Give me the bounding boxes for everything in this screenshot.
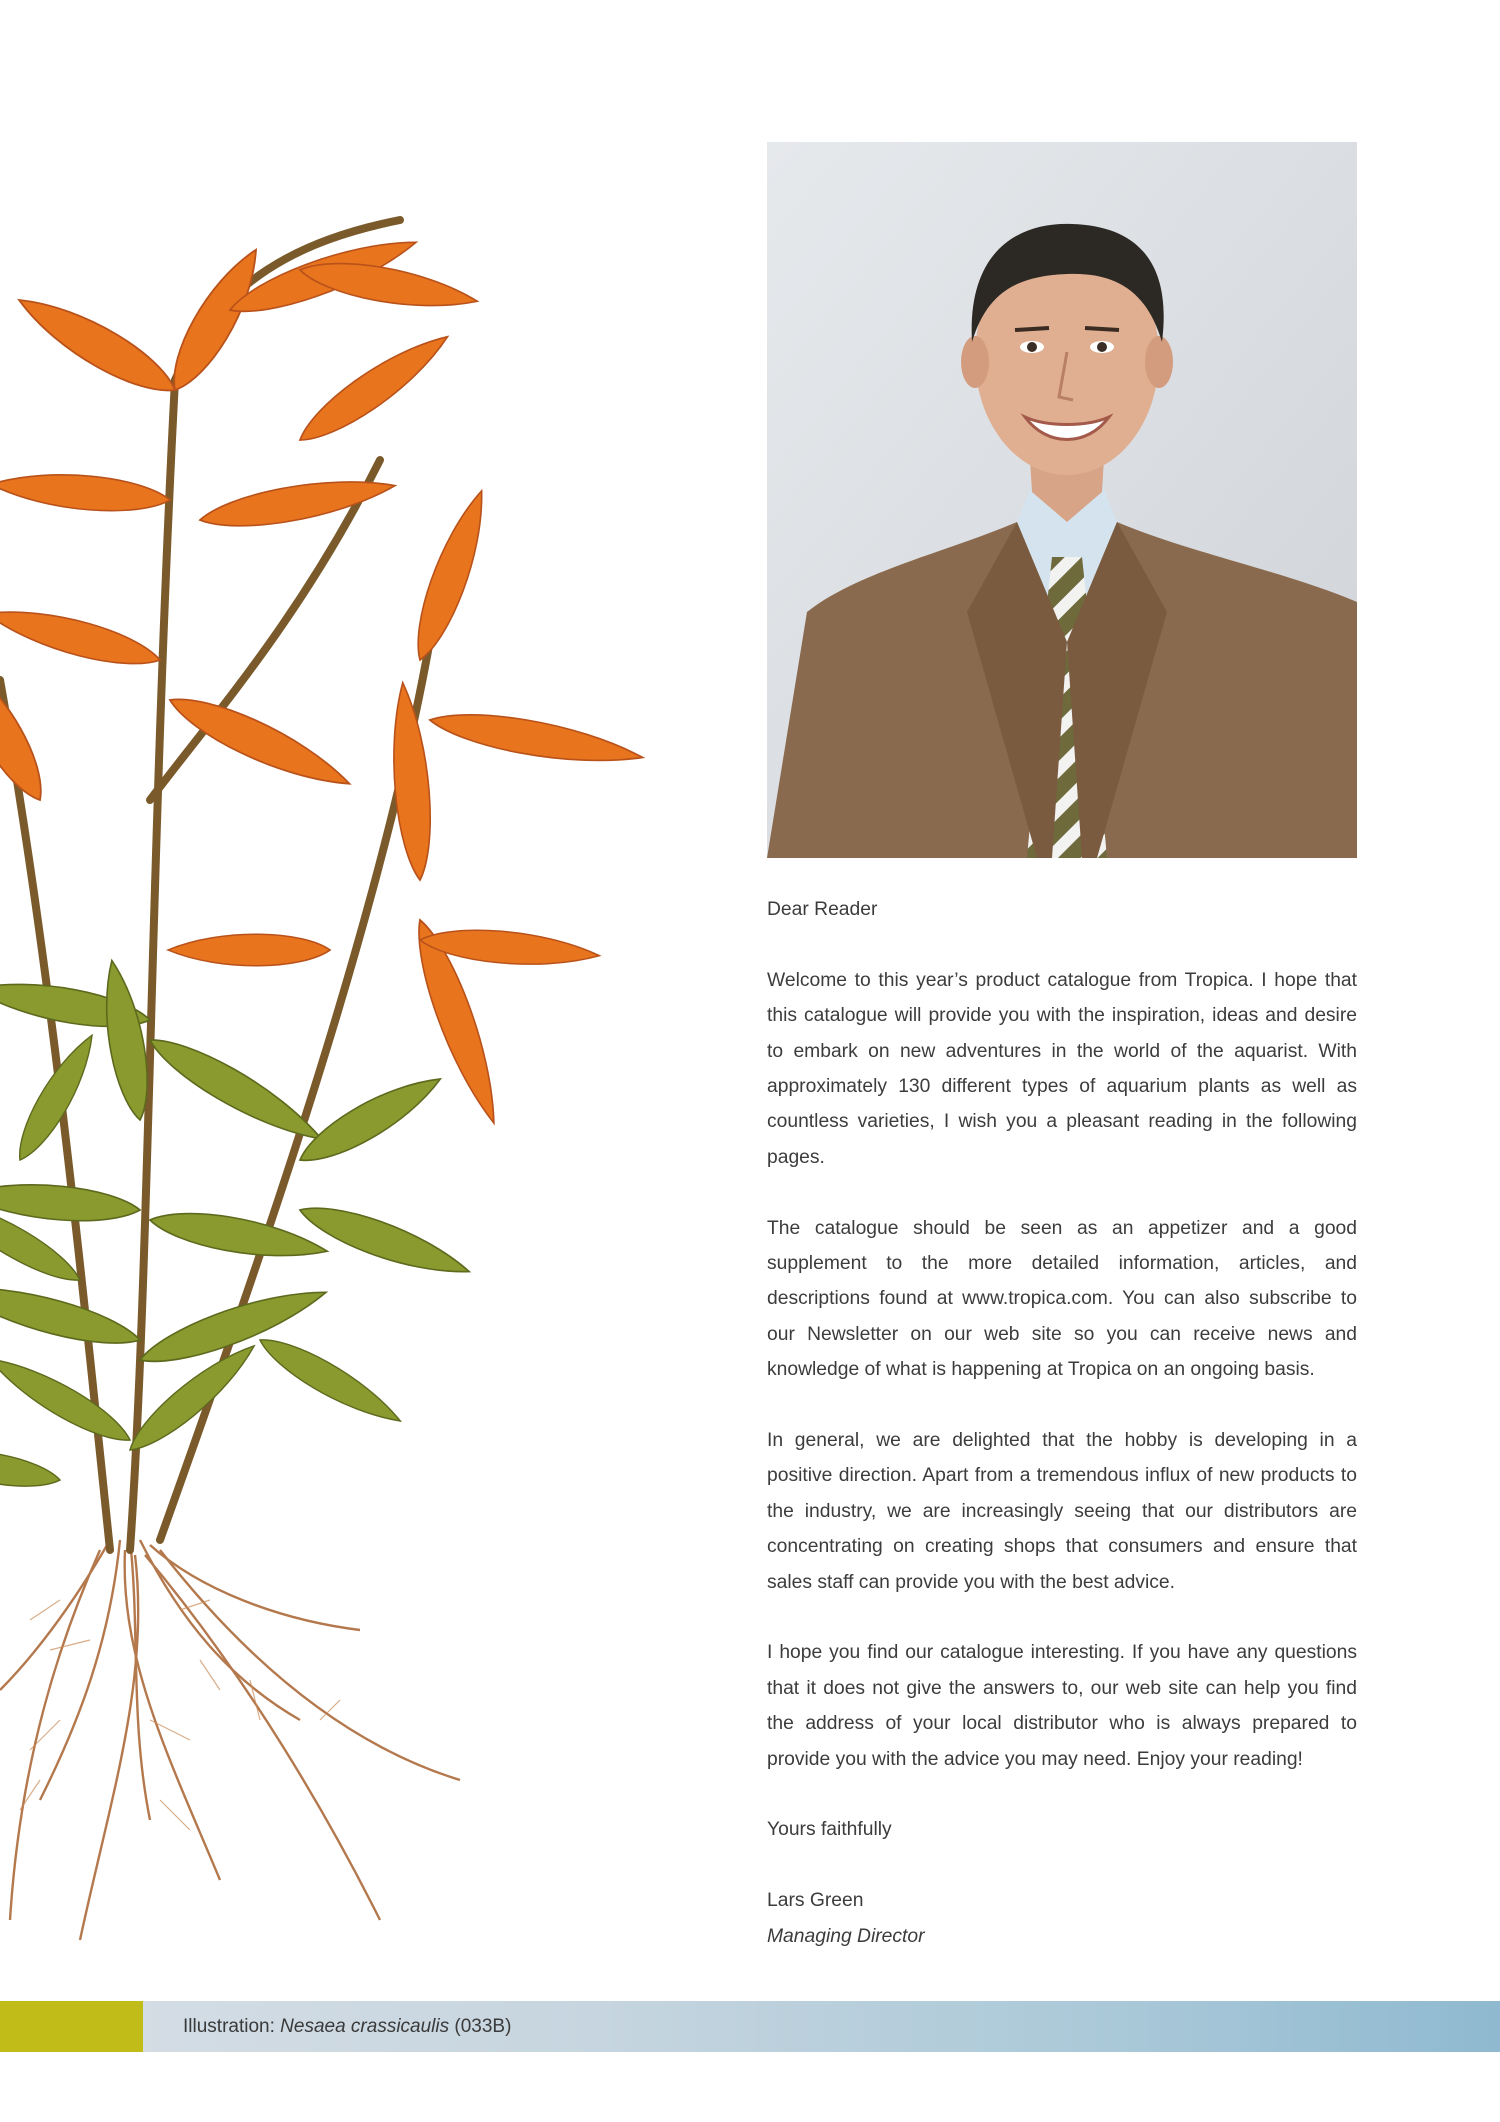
plant-roots (0, 1540, 460, 1940)
illustration-caption (183, 2001, 511, 2052)
plant-illustration (0, 160, 700, 1960)
signatory-name: Lars Green (767, 1890, 864, 1912)
footer-band (0, 2001, 1500, 2052)
letter-paragraph-2: The catalogue should be seen as an appetizer and a good supplement to the more detailed information, articles, and descriptions found at www.tropica.com. You can also subscribe to our Newsletter on our web site so you can receive news and knowledge of what is happening at Tropica on an ongoing basis. (767, 1217, 1357, 1381)
letter-paragraph-4: I hope you find our catalogue interesting. If you have any questions that it does not give the answers to, our web site can help you find the address of your local distributor who is always prepared to provide you with the advice you may need. Enjoy your reading! (767, 1642, 1357, 1770)
letter-closing: Yours faithfully (767, 1819, 892, 1841)
letter-paragraph-3: In general, we are delighted that the hobby is developing in a positive direction. Apart from a tremendous influx of new products to the industry, we are increasingly seeing that our distributors are concentrating on creating shops that consumers and ensure that sales staff can provide you with the best advice. (767, 1430, 1357, 1593)
letter-body (767, 892, 1357, 1989)
caption-code: (033B) (449, 2016, 512, 2037)
caption-species: Nesaea crassicaulis (280, 2016, 450, 2037)
plant-leaves-green (0, 958, 475, 1495)
portrait-photo (767, 142, 1357, 858)
footer-accent-block (0, 2001, 143, 2052)
letter-signature (767, 1883, 1357, 1954)
letter-paragraph-1: Welcome to this year’s product catalogue from Tropica. I hope that this catalogue will provide you with the inspiration, ideas and desire to embark on new adventures in the world of the aquarist. With approximately 130 different types of aquarium plants as well as countless varieties, I wish you a pleasant reading in the following pages. (767, 969, 1357, 1168)
letter-greeting: Dear Reader (767, 899, 878, 920)
caption-prefix: Illustration: (183, 2016, 281, 2037)
signatory-role: Managing Director (767, 1925, 925, 1947)
plant-leaves-orange (0, 226, 646, 1128)
